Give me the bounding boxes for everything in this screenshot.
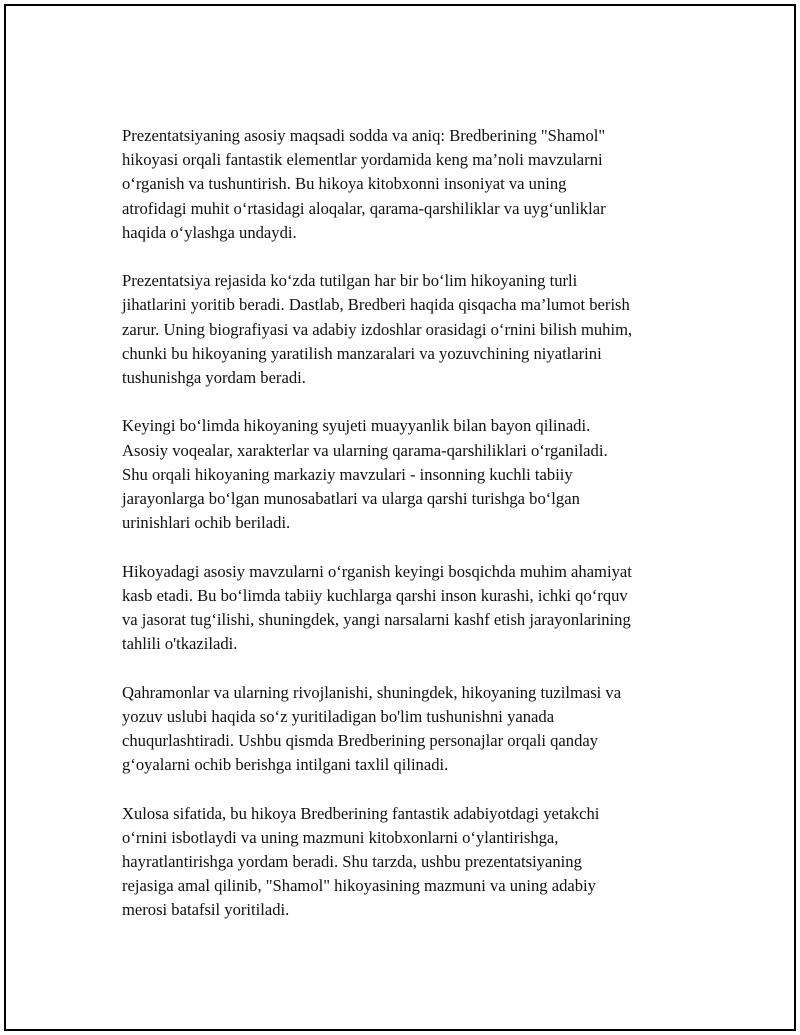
- text-line: Prezentatsiya rejasida ko‘zda tutilgan har bir bo‘lim hikoyaning turli: [122, 271, 578, 291]
- text-line: Shu orqali hikoyaning markaziy mavzulari - insonning kuchli tabiiy: [122, 464, 573, 484]
- text-line: haqida o‘ylashga undaydi.: [122, 222, 297, 242]
- text-line: o‘rnini isbotlaydi va uning mazmuni kitobxonlarni o‘ylantirishga,: [122, 827, 559, 847]
- text-line: jarayonlarga bo‘lgan munosabatlari va ularga qarshi turishga bo‘lgan: [122, 489, 580, 509]
- page-frame: [4, 4, 796, 1031]
- text-line: g‘oyalarni ochib berishga intilgani taxlil qilinadi.: [122, 755, 449, 775]
- text-line: o‘rganish va tushuntirish. Bu hikoya kitobxonni insoniyat va uning: [122, 174, 567, 194]
- text-line: jihatlarini yoritib beradi. Dastlab, Bredberi haqida qisqacha ma’lumot berish: [122, 295, 630, 315]
- document-body: [122, 124, 702, 947]
- text-line: Qahramonlar va ularning rivojlanishi, shuningdek, hikoyaning tuzilmasi va: [122, 682, 622, 702]
- text-line: hikoyasi orqali fantastik elementlar yordamida keng ma’noli mavzularni: [122, 150, 603, 170]
- text-line: Hikoyadagi asosiy mavzularni o‘rganish keyingi bosqichda muhim ahamiyat: [122, 561, 632, 581]
- text-line: Prezentatsiyaning asosiy maqsadi sodda va aniq: Bredberining "Shamol": [122, 126, 606, 145]
- text-line: chunki bu hikoyaning yaratilish manzaralari va yozuvchining niyatlarini: [122, 343, 602, 363]
- text-line: hayratlantirishga yordam beradi. Shu tarzda, ushbu prezentatsiyaning: [122, 852, 582, 872]
- text-line: tahlili o'tkaziladi.: [122, 634, 238, 654]
- text-line: Xulosa sifatida, bu hikoya Bredberining fantastik adabiyotdagi yetakchi: [122, 803, 600, 823]
- text-line: atrofidagi muhit o‘rtasidagi aloqalar, qarama-qarshiliklar va uyg‘unliklar: [122, 198, 606, 218]
- text-line: Asosiy voqealar, xarakterlar va ularning qarama-qarshiliklari o‘rganiladi.: [122, 440, 608, 460]
- text-line: merosi batafsil yoritiladi.: [122, 900, 290, 920]
- text-line: yozuv uslubi haqida so‘z yuritiladigan bo'lim tushunishni yanada: [122, 706, 555, 726]
- paragraph-6: [122, 802, 702, 923]
- paragraph-3: [122, 414, 702, 535]
- text-line: rejasiga amal qilinib, "Shamol" hikoyasining mazmuni va uning adabiy: [122, 876, 596, 896]
- paragraph-4: [122, 560, 702, 657]
- text-line: zarur. Uning biografiyasi va adabiy izdoshlar orasidagi o‘rnini bilish muhim,: [122, 319, 633, 339]
- text-line: va jasorat tug‘ilishi, shuningdek, yangi narsalarni kashf etish jarayonlarining: [122, 610, 631, 630]
- text-line: tushunishga yordam beradi.: [122, 368, 306, 388]
- paragraph-2: [122, 269, 702, 390]
- paragraph-5: [122, 681, 702, 778]
- text-line: kasb etadi. Bu bo‘limda tabiiy kuchlarga qarshi inson kurashi, ichki qo‘rquv: [122, 585, 628, 605]
- paragraph-1: [122, 124, 702, 245]
- text-line: urinishlari ochib beriladi.: [122, 513, 291, 533]
- text-line: Keyingi bo‘limda hikoyaning syujeti muayyanlik bilan bayon qilinadi.: [122, 416, 591, 436]
- text-line: chuqurlashtiradi. Ushbu qismda Bredberining personajlar orqali qanday: [122, 731, 599, 751]
